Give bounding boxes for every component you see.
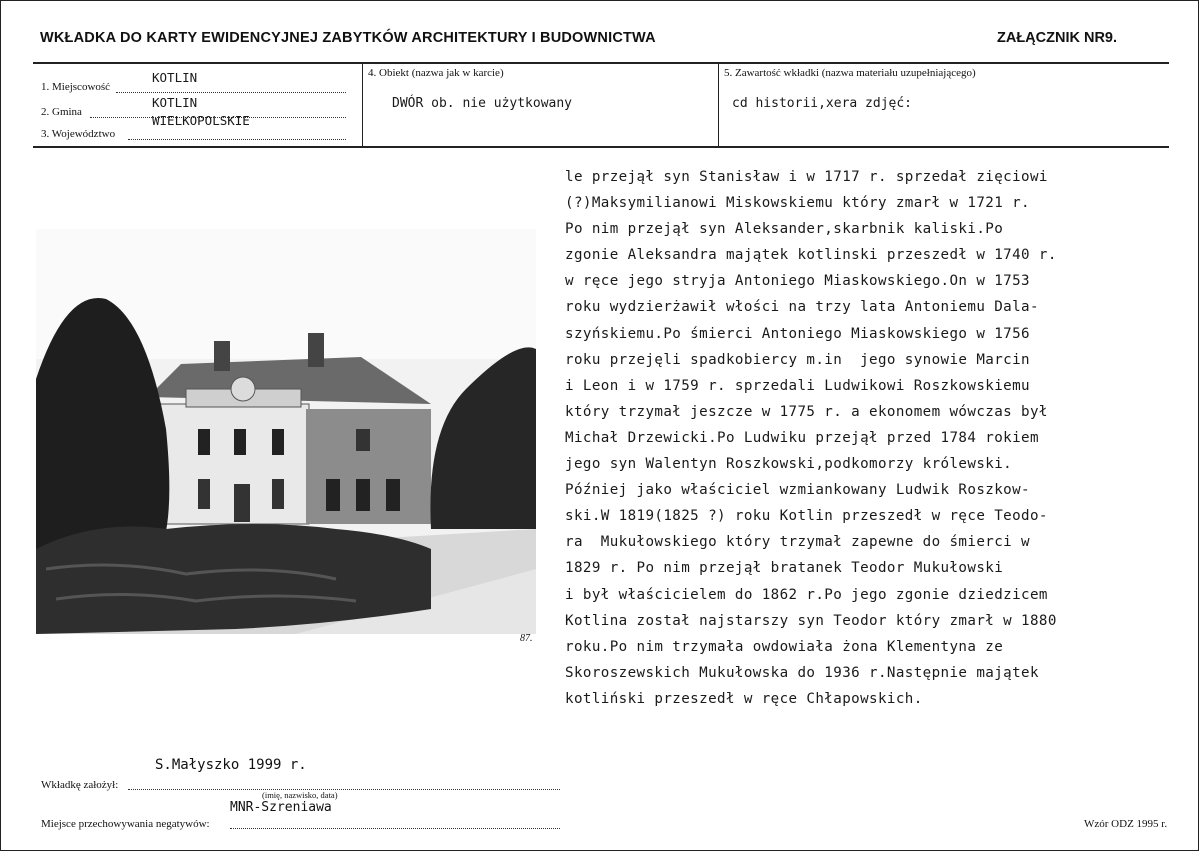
history-line: ra Mukułowskiego który trzymał zapewne do śmierci w [565, 534, 1030, 551]
history-line: Kotlina został najstarszy syn Teodor który zmarł w 1880 [565, 612, 1057, 629]
history-text [565, 164, 1185, 712]
history-line: Później jako właściciel wzmiankowany Ludwik Roszkow- [565, 482, 1030, 499]
signed-sublabel: (imię, nazwisko, data) [262, 790, 338, 800]
voivodeship-label: 3. Województwo [41, 128, 116, 140]
history-line: ski.W 1819(1825 ?) roku Kotlin przeszedł w ręce Teodo- [565, 508, 1048, 525]
voivodeship-dots [128, 139, 346, 140]
annex-number: ZAŁĄCZNIK NR9. [997, 30, 1118, 46]
locality-dots [116, 92, 346, 93]
history-line: roku wydzierżawił włości na trzy lata Antoniemu Dala- [565, 299, 1039, 316]
history-line: szyńskiemu.Po śmierci Antoniego Miaskowskiego w 1756 [565, 325, 1030, 342]
column-divider-1 [362, 63, 363, 146]
history-line: który trzymał jeszcze w 1775 r. a ekonomem wówczas był [565, 403, 1048, 420]
history-line: roku przejęli spadkobiercy m.in jego synowie Marcin [565, 351, 1030, 368]
manor-photo [36, 229, 536, 634]
voivodeship-value: WIELKOPOLSKIE [152, 113, 250, 128]
storage-value: MNR-Szreniawa [230, 800, 332, 815]
locality-value: KOTLIN [152, 70, 198, 85]
top-rule [33, 62, 1169, 64]
history-line: zgonie Aleksandra majątek kotlinski przeszedł w 1740 r. [565, 247, 1057, 264]
signed-value: S.Małyszko 1999 r. [155, 757, 307, 773]
commune-label: 2. Gmina [41, 106, 82, 118]
photo-number: 87. [520, 633, 533, 644]
history-line: i był właścicielem do 1862 r.Po jego zgonie dziedzicem [565, 586, 1048, 603]
history-line: Po nim przejął syn Aleksander,skarbnik kaliski.Po [565, 221, 1004, 238]
form-code: Wzór ODZ 1995 r. [1084, 818, 1168, 830]
storage-dots [230, 828, 560, 829]
signed-label: Wkładkę założył: [41, 779, 119, 791]
column-divider-2 [718, 63, 719, 146]
storage-label: Miejsce przechowywania negatywów: [41, 818, 210, 830]
history-line: roku.Po nim trzymała owdowiała żona Klementyna ze [565, 638, 1004, 655]
object-value: DWÓR ob. nie użytkowany [392, 96, 573, 111]
signed-dots [128, 789, 560, 790]
history-line: kotliński przeszedł w ręce Chłapowskich. [565, 690, 923, 707]
history-line: jego syn Walentyn Roszkowski,podkomorzy królewski. [565, 456, 1013, 473]
form-title: WKŁADKA DO KARTY EWIDENCYJNEJ ZABYTKÓW ARCHITEKTURY I BUDOWNICTWA [40, 30, 656, 46]
history-line: (?)Maksymilianowi Miskowskiemu który zmarł w 1721 r. [565, 195, 1030, 212]
object-label: 4. Obiekt (nazwa jak w karcie) [368, 67, 504, 79]
history-line: Skoroszewskich Mukułowska do 1936 r.Następnie majątek [565, 664, 1039, 681]
history-line: w ręce jego stryja Antoniego Miaskowskiego.On w 1753 [565, 273, 1030, 290]
history-line: 1829 r. Po nim przejął bratanek Teodor Mukułowski [565, 560, 1004, 577]
history-line: i Leon i w 1759 r. sprzedali Ludwikowi Roszkowskiemu [565, 377, 1030, 394]
history-line: le przejął syn Stanisław i w 1717 r. sprzedał zięciowi [565, 169, 1048, 185]
content-value: cd historii,xera zdjęć: [732, 96, 913, 111]
history-line: Michał Drzewicki.Po Ludwiku przejął przed 1784 rokiem [565, 429, 1039, 446]
locality-label: 1. Miejscowość [41, 81, 111, 93]
content-label: 5. Zawartość wkładki (nazwa materiału uzupełniającego) [724, 67, 976, 79]
commune-value: KOTLIN [152, 95, 198, 110]
header-bottom-rule [33, 146, 1169, 148]
